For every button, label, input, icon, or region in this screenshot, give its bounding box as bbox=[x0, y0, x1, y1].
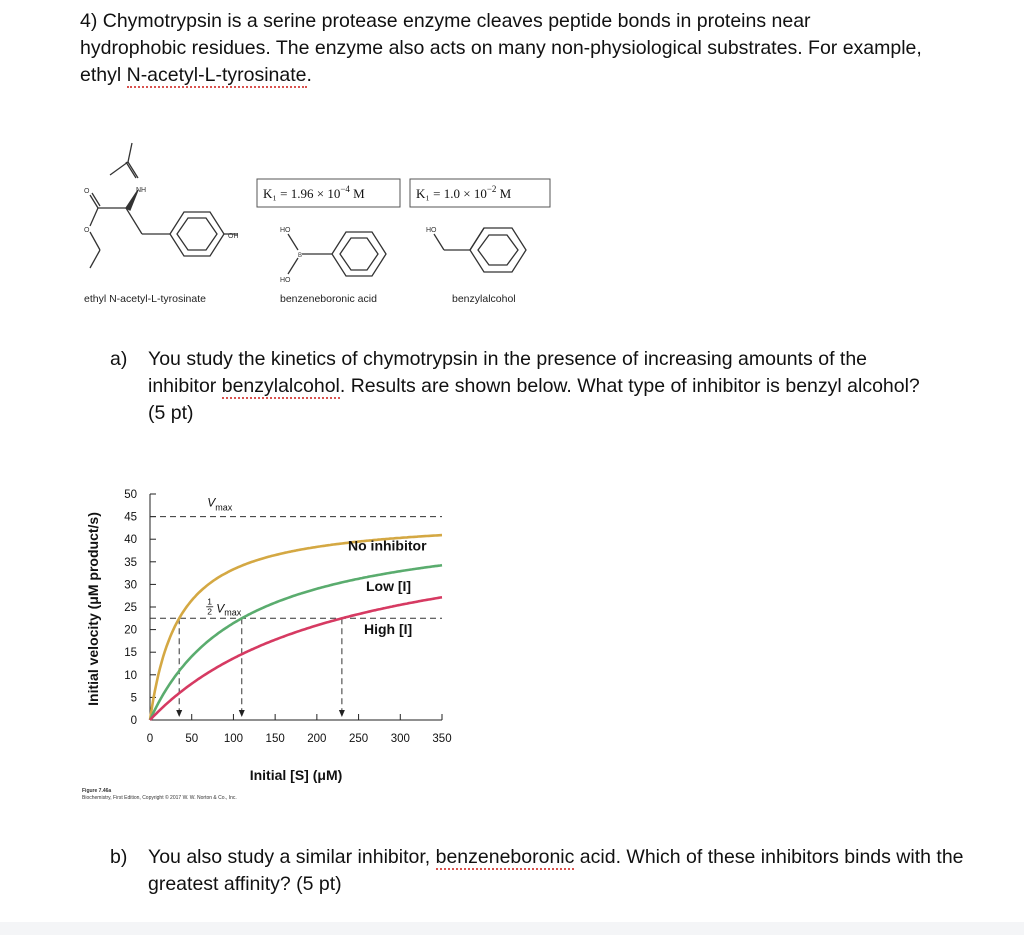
vmax-label: $V_{max}$ bbox=[207, 495, 233, 513]
question-line-1: 4) Chymotrypsin is a serine protease enzyme cleaves peptide bonds in proteins near bbox=[80, 10, 811, 32]
structures-figure bbox=[70, 140, 570, 315]
y-tick-label-40: 40 bbox=[124, 534, 137, 547]
legend-label-no-inhibitor: No inhibitor bbox=[348, 537, 427, 554]
spellcheck-term-substrate[interactable]: N-acetyl-L-tyrosinate bbox=[126, 64, 307, 86]
atom-ho-label-3: HO bbox=[426, 227, 437, 234]
y-tick-label-35: 35 bbox=[124, 556, 137, 569]
part-a-text-prefix: You study the kinetics of chymotrypsin in the presence of increasing amounts of the inhibitor bbox=[148, 348, 868, 397]
atom-oh-label: OH bbox=[228, 233, 239, 240]
substrate-label: ethyl N-acetyl-L-tyrosinate bbox=[84, 293, 206, 305]
question-line-3 bbox=[80, 62, 980, 89]
half-vmax-fraction-den: 2 bbox=[207, 606, 212, 617]
half-vmax-label: $V_{max}$ bbox=[216, 601, 242, 618]
legend-label-low-i-: Low [I] bbox=[366, 578, 412, 595]
question-line-3-prefix: ethyl bbox=[80, 64, 127, 86]
question-line-3-suffix: . bbox=[306, 64, 312, 86]
km-arrow-1 bbox=[239, 710, 245, 717]
atom-o-label-1: O bbox=[84, 188, 90, 195]
spellcheck-term-benzylalcohol[interactable]: benzylalcohol bbox=[221, 375, 340, 397]
benzylalcohol-structure bbox=[434, 228, 526, 272]
series-line-high-i- bbox=[150, 597, 442, 720]
part-a-text-suffix: . Results are shown below. What type of inhibitor is benzyl alcohol? (5 pt) bbox=[148, 375, 920, 424]
atom-ho-label-2: HO bbox=[280, 277, 291, 284]
x-tick-label-200: 200 bbox=[307, 733, 327, 745]
figure-caption-title: Figure 7.46a bbox=[82, 788, 112, 794]
x-tick-label-300: 300 bbox=[390, 733, 410, 745]
spellcheck-term-benzeneboronic[interactable]: benzeneboronic bbox=[435, 846, 575, 868]
part-b-letter: b) bbox=[110, 846, 128, 868]
y-tick-label-20: 20 bbox=[124, 624, 137, 637]
part-b-text-suffix: acid. Which of these inhibitors binds with the greatest affinity? (5 pt) bbox=[148, 846, 964, 895]
boronic-acid-structure bbox=[288, 232, 386, 276]
figure-caption bbox=[82, 788, 237, 802]
x-tick-label-0: 0 bbox=[146, 733, 154, 745]
y-tick-label-10: 10 bbox=[124, 669, 137, 682]
part-b-text-prefix: You also study a similar inhibitor, bbox=[148, 846, 436, 868]
kinetics-chart bbox=[70, 480, 470, 790]
ki-value-boronic: $K_1 = 1.96 \times 10^{-4}$ M bbox=[263, 184, 365, 201]
x-tick-label-50: 50 bbox=[185, 733, 199, 745]
x-tick-label-250: 250 bbox=[348, 733, 369, 745]
atom-o-label-2: O bbox=[84, 227, 90, 234]
y-axis-label: Initial velocity (μM product/s) bbox=[85, 512, 101, 706]
part-b bbox=[110, 844, 990, 898]
y-tick-label-15: 15 bbox=[124, 647, 137, 660]
x-tick-label-350: 350 bbox=[432, 733, 452, 745]
ki-value-benzylalcohol: $K_1 = 1.0 \times 10^{-2}$ M bbox=[416, 184, 512, 201]
substrate-structure bbox=[90, 143, 238, 268]
y-tick-label-0: 0 bbox=[130, 715, 137, 727]
part-a bbox=[110, 346, 930, 427]
x-tick-label-100: 100 bbox=[223, 733, 244, 745]
question-text bbox=[80, 8, 980, 89]
benzylalcohol-label: benzylalcohol bbox=[452, 293, 516, 305]
atom-b-label: B bbox=[298, 253, 303, 259]
figure-caption-source: Biochemistry, First Edition, Copyright © 2017 W. W. Norton & Co., Inc. bbox=[82, 795, 237, 801]
km-arrow-2 bbox=[339, 710, 345, 717]
km-arrow-0 bbox=[176, 710, 182, 717]
question-line-2: hydrophobic residues. The enzyme also acts on many non-physiological substrates. For example, bbox=[80, 37, 922, 59]
y-tick-label-45: 45 bbox=[124, 511, 137, 524]
x-axis-label: Initial [S] (μM) bbox=[249, 767, 343, 783]
part-a-text bbox=[148, 346, 930, 427]
y-tick-label-25: 25 bbox=[124, 602, 137, 614]
atom-nh-label: NH bbox=[136, 187, 147, 194]
part-b-text bbox=[148, 844, 990, 898]
x-tick-label-150: 150 bbox=[265, 733, 285, 745]
y-tick-label-30: 30 bbox=[124, 579, 137, 592]
page-footer-bar bbox=[0, 922, 1024, 935]
part-a-letter: a) bbox=[110, 348, 128, 370]
atom-ho-label-1: HO bbox=[280, 227, 291, 234]
boronic-acid-label: benzeneboronic acid bbox=[280, 293, 377, 305]
y-tick-label-5: 5 bbox=[130, 692, 137, 705]
legend-label-high-i-: High [I] bbox=[364, 621, 413, 638]
half-vmax-fraction-num: 1 bbox=[207, 596, 212, 607]
y-tick-label-50: 50 bbox=[124, 489, 137, 501]
